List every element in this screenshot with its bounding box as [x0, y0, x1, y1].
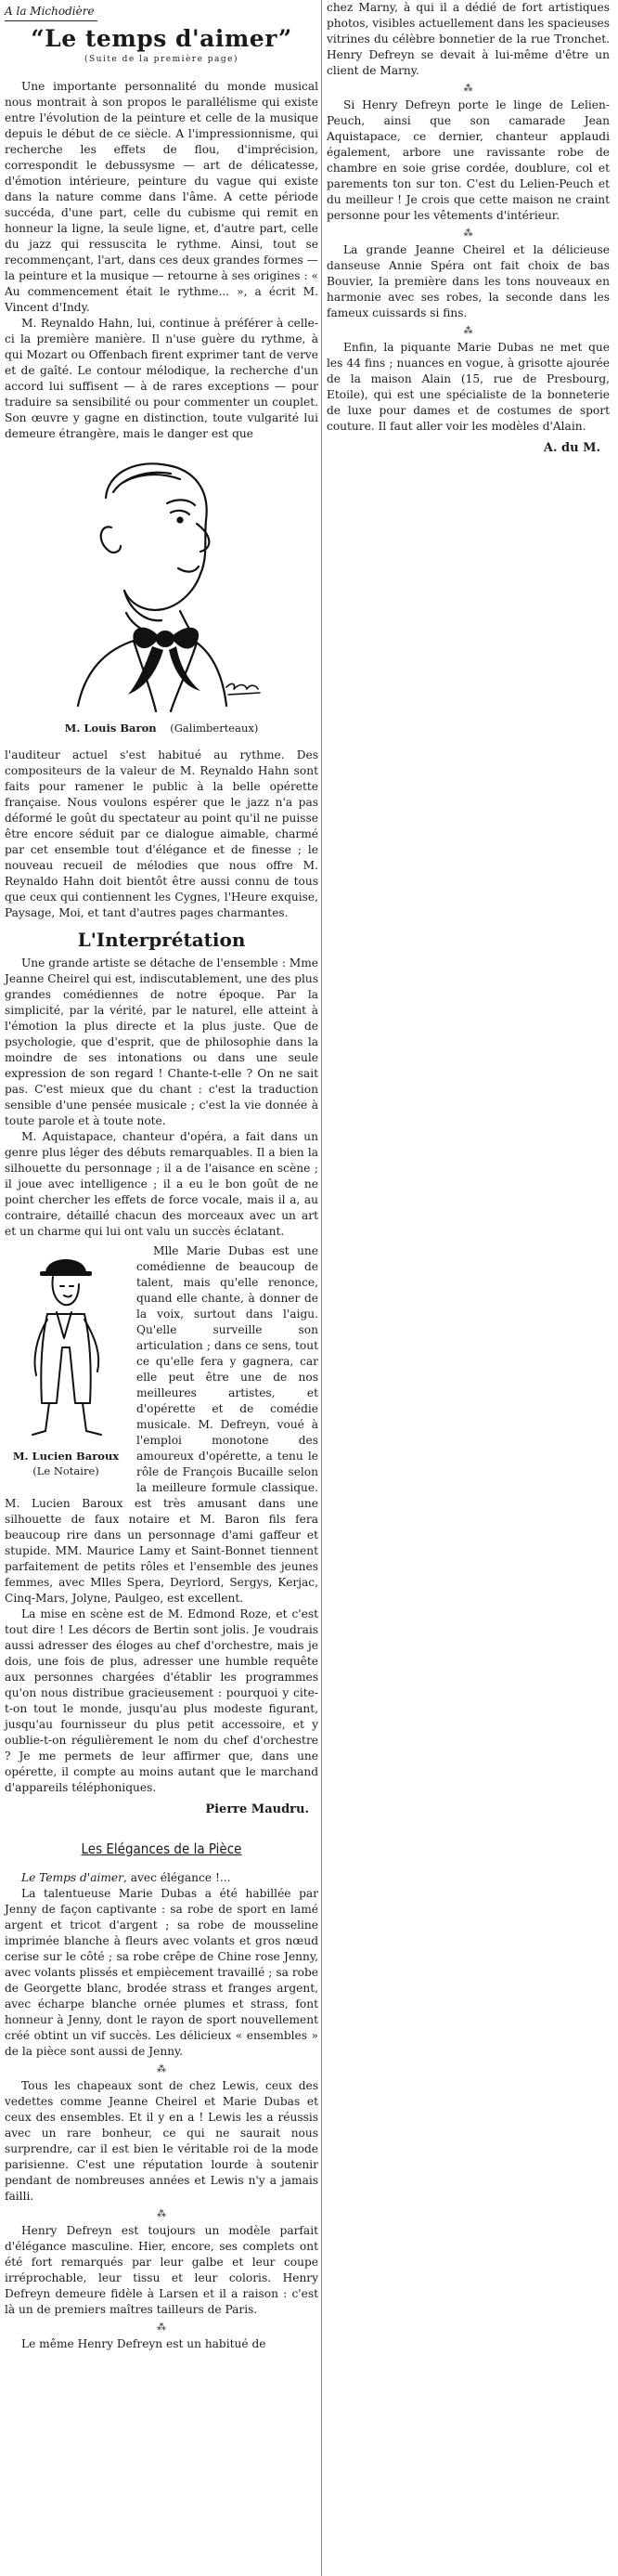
right-column: [327, 0, 610, 460]
separator-stars: ⁂: [157, 2322, 166, 2333]
column-divider: [321, 0, 322, 2576]
interpretation-paragraph-1: Une grande artiste se détache de l'ensemble : Mme Jeanne Cheirel qui est, indiscutablement, une des plus grandes comédiennes de notre époque. Par la simplicité, par la vérité, par le naturel, elle atteint à l'émotion la plus directe et la plus juste. Que de psychologie, que d'esprit, que de philosophie dans la moindre de ses intonations ou dans une seule expression de son regard ! Chante-t-elle ? On ne sait pas. C'est mieux que du chant : c'est la traduction sensible d'une pensée musicale ; c'est la vie donnée à toute parole et à toute note.: [5, 956, 318, 1127]
separator-stars: ⁂: [463, 228, 473, 239]
article-title: “Le temps d'aimer”: [31, 25, 292, 52]
right-paragraph-bouvier: La grande Jeanne Cheirel et la délicieuse danseuse Annie Spéra ont fait choix de bas Bouvier, la première dans les tons nouveaux en harmonie avec ses robes, la seconde dans les fameux cuissards si fins.: [327, 243, 610, 319]
paragraph-after-baron: l'auditeur actuel s'est habitué au rythme. Des compositeurs de la valeur de M. Reynaldo Hahn sont faits pour ramener le public à la belle opérette française. Nous voulons espérer que le jazz n'a pas déformé le goût du spectateur au point qu'il ne puisse être encore séduit par ce dialogue aimable, charmé par cet ensemble tout d'élégance et de finesse ; le nouveau recueil de mélodies que nous offre M. Reynaldo Hahn doit bientôt être aussi connu de tous que ceux qui contiennent les Cygnes, l'Heure exquise, Paysage, Moi, et tant d'autres pages charmantes.: [5, 748, 318, 919]
caption-name: M. Louis Baron: [64, 722, 157, 735]
section-heading-elegances: Les Elégances de la Pièce: [81, 1841, 242, 1857]
right-paragraph-marny: chez Marny, à qui il a dédié de fort artistiques photos, visibles actuellement dans les spacieuses vitrines du célèbre bonnetier de la rue Tronchet. Henry Defreyn se devait à lui-même d'être un client de Marny.: [327, 1, 610, 77]
interpretation-paragraph-2: M. Aquistapace, chanteur d'opéra, a fait dans un genre plus léger des débuts remarquables. Il a bien la silhouette du personnage ; il a de l'aisance en scène ; il joue avec intelligence ; il a eu le bon goût de ne point chercher les effets de force vocale, mais il a, au contraire, détaillé chacun des morceaux avec un art et un charme qui lui ont valu un succès éclatant.: [5, 1130, 318, 1238]
caricature-lucien-baroux-block: [5, 1245, 127, 1482]
caption-lucien-baroux: [5, 1449, 127, 1478]
intro-paragraph-2: M. Reynaldo Hahn, lui, continue à préférer à celle-ci la première manière. Il n'use guère du rythme, à qui Mozart ou Offenbach firent exprimer tant de verve et de gaîté. Le contour mélodique, la recherche d'un accord lui suffisent — à de rares exceptions — pour traduire sa sensibilité ou pour commenter un couplet. Son œuvre y gagne en distinction, toute vulgarité lui demeure étrangère, mais le danger est que: [5, 317, 318, 440]
elegances-paragraph-defreyn-cont: Le même Henry Defreyn est un habitué de: [21, 2337, 266, 2350]
left-column: [5, 0, 318, 2352]
continuation-note: (Suite de la première page): [84, 55, 239, 64]
caricature-louis-baron: [41, 455, 282, 717]
section-kicker: A la Michodière: [5, 4, 97, 21]
elegances-paragraph-lewis: Tous les chapeaux sont de chez Lewis, ceux des vedettes comme Jeanne Cheirel et Marie Dubas et ceux des ensembles. Et il y en a ! Lewis les a réussis avec un rare bonheur, ce qui ne saurait nous surprendre, car il est bien le véritable roi de la mode parisienne. C'est une réputation lourde à soutenir pendant de nombreuses années et Lewis n'y a jamais failli.: [5, 2079, 318, 2203]
dubas-paragraph: Mlle Marie Dubas est une comédienne de beaucoup de talent, mais qu'elle renonce, quand elle chante, à donner de la voix, surtout dans l'aigu. Qu'elle surveille son articulation ; dans ce sens, tout ce qu'elle fera y gagnera, car elle peut être une de nos meilleures artistes, et d'opérette et de comédie musicale. M. Defreyn, voué à l'emploi monotone des amoureux d'opérette, a tenu le rôle de François Bucaille selon la meilleure formule classique. M. Lucien Baroux est très amusant dans une silhouette de faux notaire et M. Baron fils fera beaucoup rire dans un personnage d'ami gaffeur et stupide. MM. Maurice Lamy et Saint-Bonnet tiennent parfaitement de petits rôles et l'ensemble des jeunes femmes, avec Mlles Spera, Deyrlord, Sergys, Kerjac, Cinq-Mars, Jolyne, Paulgeo, est excellent.: [5, 1244, 318, 1605]
section-heading-interpretation: L'Interprétation: [77, 929, 246, 951]
separator-stars: ⁂: [157, 2209, 166, 2219]
elegances-paragraph-jenny: La talentueuse Marie Dubas a été habillée par Jenny de façon captivante : sa robe de sport en lamé argent et tricot d'argent ; sa robe de mousseline imprimée blanche à fleurs avec volants et gros nœud cerise sur le côté ; sa robe crêpe de Chine rose Jenny, avec volants plissés et empiècement travaillé ; sa robe de Georgette blanc, brodée strass et franges argent, avec écharpe blanche ornée plumes et strass, font honneur à Jenny, dont le rayon de sport nouvellement créé obtint un vif succès. Les délicieux « ensembles » de la pièce sont aussi de Jenny.: [5, 1887, 318, 2058]
caption-louis-baron: [5, 721, 318, 736]
dubas-block: [5, 1243, 318, 1607]
separator-stars: ⁂: [463, 326, 473, 336]
louis-baron-drawing: [41, 455, 282, 717]
caption-role: (Le Notaire): [32, 1464, 99, 1477]
right-paragraph-alain: Enfin, la piquante Marie Dubas ne met que les 44 fins ; nuances en vogue, à grisotte ajourée de la maison Alain (15, rue de Presbourg, Etoile), qui est une spécialiste de la bonneterie de luxe pour dames et de costumes de sport couture. Il faut aller voir les modèles d'Alain.: [327, 341, 610, 433]
elegances-lead-title: Le Temps d'aimer: [21, 1871, 123, 1884]
mise-en-scene-paragraph: La mise en scène est de M. Edmond Roze, et c'est tout dire ! Les décors de Bertin sont jolis. Je voudrais aussi adresser des éloges au chef d'orchestre, mais je dois, une fois de plus, adresser une humble requête aux personnes chargées d'établir les programmes qu'on nous distribue gracieusement : pourquoi y cite-t-on tout le monde, jusqu'au plus modeste figurant, jusqu'au fournisseur du plus petit accessoire, et y oublie-t-on régulièrement le nom du chef d'orchestre ? Je me permets de leur affirmer que, dans une opérette, il compte au moins autant que le marchand d'appareils téléphoniques.: [5, 1607, 318, 1794]
caption-name: M. Lucien Baroux: [12, 1450, 120, 1463]
caption-role: (Galimberteaux): [170, 722, 259, 735]
intro-paragraph-1: Une importante personnalité du monde musical nous montrait à son propos le parallélisme qui existe entre l'évolution de la peinture et celle de la musique depuis le début de ce siècle. A l'impressionnisme, qui recherche les effets de flou, d'imprécision, correspondit le debussysme — art de délicatesse, d'émotion intérieure, peinture du vague qui existe dans la nature comme dans l'âme. A cette période succéda, d'une part, celle du cubisme qui remit en honneur la ligne, la seule ligne, et, d'autre part, celle du jazz qui ressuscita le rythme. Ainsi, tout se recommençant, l'art, dans ces deux grandes formes — la peinture et la musique — retourne à ses origines : « Au commencement était le rythme... », a écrit M. Vincent d'Indy.: [5, 80, 318, 314]
elegances-lead-rest: , avec élégance !...: [122, 1871, 231, 1884]
elegances-lead: [5, 1870, 318, 1886]
separator-stars: ⁂: [463, 84, 473, 94]
elegances-paragraph-defreyn: Henry Defreyn est toujours un modèle parfait d'élégance masculine. Hier, encore, ses complets ont été fort remarqués par leur galbe et leur coupe irréprochable, leur tissu et leur coloris. Henry Defreyn demeure fidèle à Larsen et il a raison : c'est là un de premiers maîtres tailleurs de Paris.: [5, 2224, 318, 2316]
elegances-signature: A. du M.: [543, 441, 600, 455]
article-signature: Pierre Maudru.: [205, 1802, 309, 1816]
right-paragraph-lelien-peuch: Si Henry Defreyn porte le linge de Lelien-Peuch, ainsi que son camarade Jean Aquistapace, ce dernier, chanteur applaudi également, arbore une ravissante robe de chambre en soie grise cordée, doublure, col et parements ton sur ton. C'est du Lelien-Peuch et du meilleur ! Je crois que cette maison ne craint personne pour les vêtements d'intérieur.: [327, 98, 610, 222]
separator-stars: ⁂: [157, 2064, 166, 2075]
lucien-baroux-drawing: [5, 1245, 127, 1440]
